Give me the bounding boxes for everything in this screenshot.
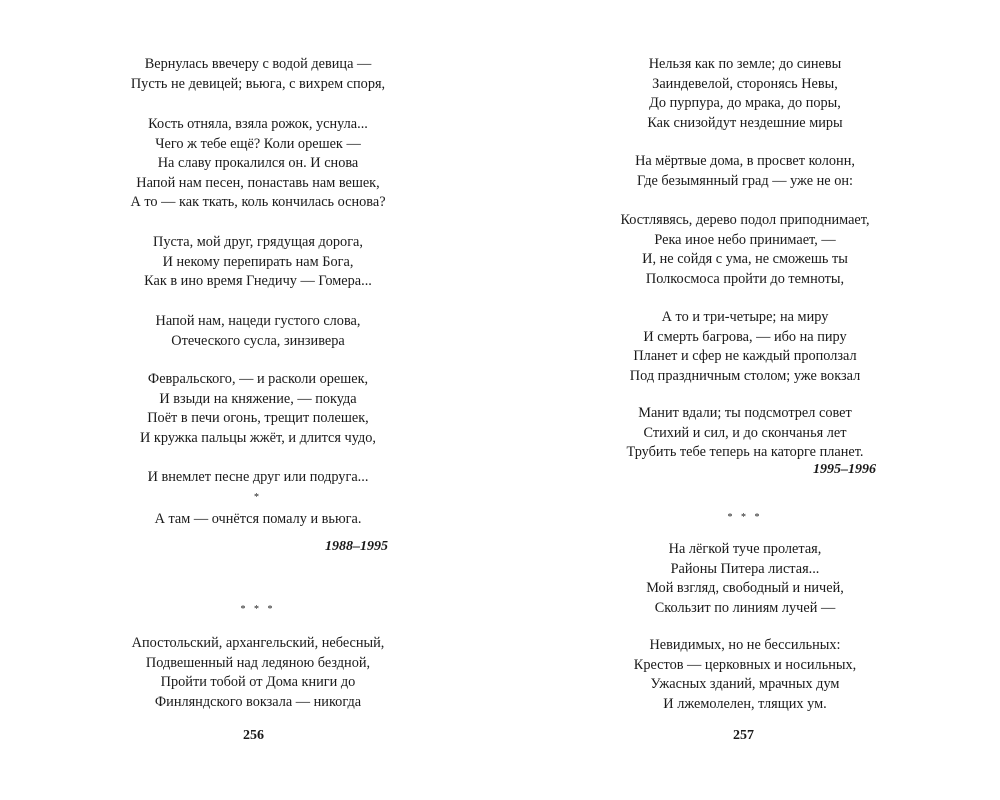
verse-line: Финляндского вокзала — никогда: [154, 693, 362, 710]
verse-line: Как в ино время Гнедичу — Гомера...: [144, 273, 372, 289]
stanza: [495, 211, 995, 289]
stanza: [495, 308, 995, 386]
verse-line: И лжемолелен, тлящих ум.: [663, 695, 827, 712]
stanza: [8, 233, 508, 292]
verse-line: А то и три-четыре; на миру: [661, 309, 829, 325]
verse-line: Апостольский, архангельский, небесный,: [131, 635, 385, 651]
stanza: [495, 404, 995, 463]
verse-line: И взыди на княжение, — покуда: [159, 390, 357, 407]
asterisk-divider: *: [254, 492, 262, 503]
stanza: [8, 370, 508, 448]
verse-line: На славу прокалился он. И снова: [157, 155, 359, 171]
verse-line: До пурпура, до мрака, до поры,: [649, 95, 841, 111]
verse-line: Крестов — церковных и носильных,: [633, 656, 857, 673]
verse-line: Невидимых, но не бессильных:: [649, 637, 841, 653]
verse-line: Поёт в печи огонь, трещит полешек,: [147, 410, 369, 426]
verse-line: Подвешенный над ледяною бездной,: [145, 654, 371, 671]
stanza: [8, 115, 508, 213]
poem-date: 1988–1995: [325, 539, 388, 554]
verse-line: Отеческого сусла, зинзивера: [171, 332, 345, 349]
verse-line: Вернулась ввечеру с водой девица —: [144, 56, 372, 72]
stanza: [495, 152, 995, 191]
poem-date: 1995–1996: [813, 462, 876, 477]
stanza: [8, 468, 508, 488]
verse-line: Где безымянный град — уже не он:: [637, 172, 853, 189]
verse-line: Районы Питера листая...: [670, 560, 820, 577]
asterisk-divider: * * *: [240, 604, 276, 615]
verse-line: Планет и сфер не каждый проползал: [633, 348, 857, 364]
section-divider: [8, 488, 508, 508]
page-number: 256: [243, 728, 264, 743]
verse-line: Февральского, — и расколи орешек,: [147, 371, 369, 387]
stanza: [8, 55, 508, 94]
verse-line: Кость отняла, взяла рожок, уснула...: [148, 116, 368, 132]
verse-line: На мёртвые дома, в просвет колонн,: [635, 153, 855, 169]
stanza: [8, 634, 508, 712]
section-divider: [495, 508, 995, 528]
verse-line: И кружка пальцы жжёт, и длится чудо,: [140, 429, 376, 446]
verse-line: Нельзя как по земле; до синевы: [648, 56, 842, 72]
verse-line: Костлявясь, дерево подол приподнимает,: [620, 212, 870, 228]
section-divider: [8, 600, 508, 620]
verse-line: Чего ж тебе ещё? Коли орешек —: [155, 135, 361, 152]
verse-line: И некому перепирать нам Бога,: [162, 253, 354, 270]
verse-line: Пуста, мой друг, грядущая дорога,: [153, 234, 363, 250]
stanza: [8, 510, 508, 530]
verse-line: Мой взгляд, свободный и ничей,: [646, 580, 844, 596]
verse-line: Манит вдали; ты подсмотрел совет: [638, 405, 852, 421]
verse-line: И, не сойдя с ума, не сможешь ты: [642, 251, 848, 267]
verse-line: Пусть не девицей; вьюга, с вихрем споря,: [130, 75, 386, 92]
stanza: [8, 312, 508, 351]
asterisk-divider: * * *: [727, 512, 763, 523]
right-page: [500, 0, 1000, 800]
verse-line: Полкосмоса пройти до темноты,: [645, 270, 845, 287]
stanza: [495, 55, 995, 133]
verse-line: Стихий и сил, и до скончанья лет: [643, 424, 847, 441]
verse-line: Пройти тобой от Дома книги до: [160, 674, 356, 690]
verse-line: Как снизойдут нездешние миры: [647, 114, 843, 131]
verse-line: И внемлет песне друг или подруга...: [147, 469, 369, 485]
verse-line: Ужасных зданий, мрачных дум: [650, 676, 840, 692]
stanza: [495, 540, 995, 618]
verse-line: А там — очнётся помалу и вьюга.: [154, 511, 362, 527]
verse-line: Скользит по линиям лучей —: [654, 599, 836, 616]
verse-line: Под праздничным столом; уже вокзал: [629, 367, 861, 384]
verse-line: Заиндевелой, сторонясь Невы,: [652, 75, 838, 92]
stanza: [495, 636, 995, 714]
verse-line: Река иное небо принимает, —: [654, 231, 836, 248]
verse-line: Напой нам песен, понаставь нам вешек,: [136, 174, 380, 191]
verse-line: А то — как ткать, коль кончилась основа?: [130, 194, 386, 210]
verse-line: Напой нам, нацеди густого слова,: [155, 313, 361, 329]
verse-line: На лёгкой туче пролетая,: [668, 541, 822, 557]
verse-line: Трубить тебе теперь на каторге планет.: [626, 444, 864, 460]
page-number: 257: [733, 728, 754, 743]
verse-line: И смерть багрова, — ибо на пиру: [643, 328, 847, 345]
